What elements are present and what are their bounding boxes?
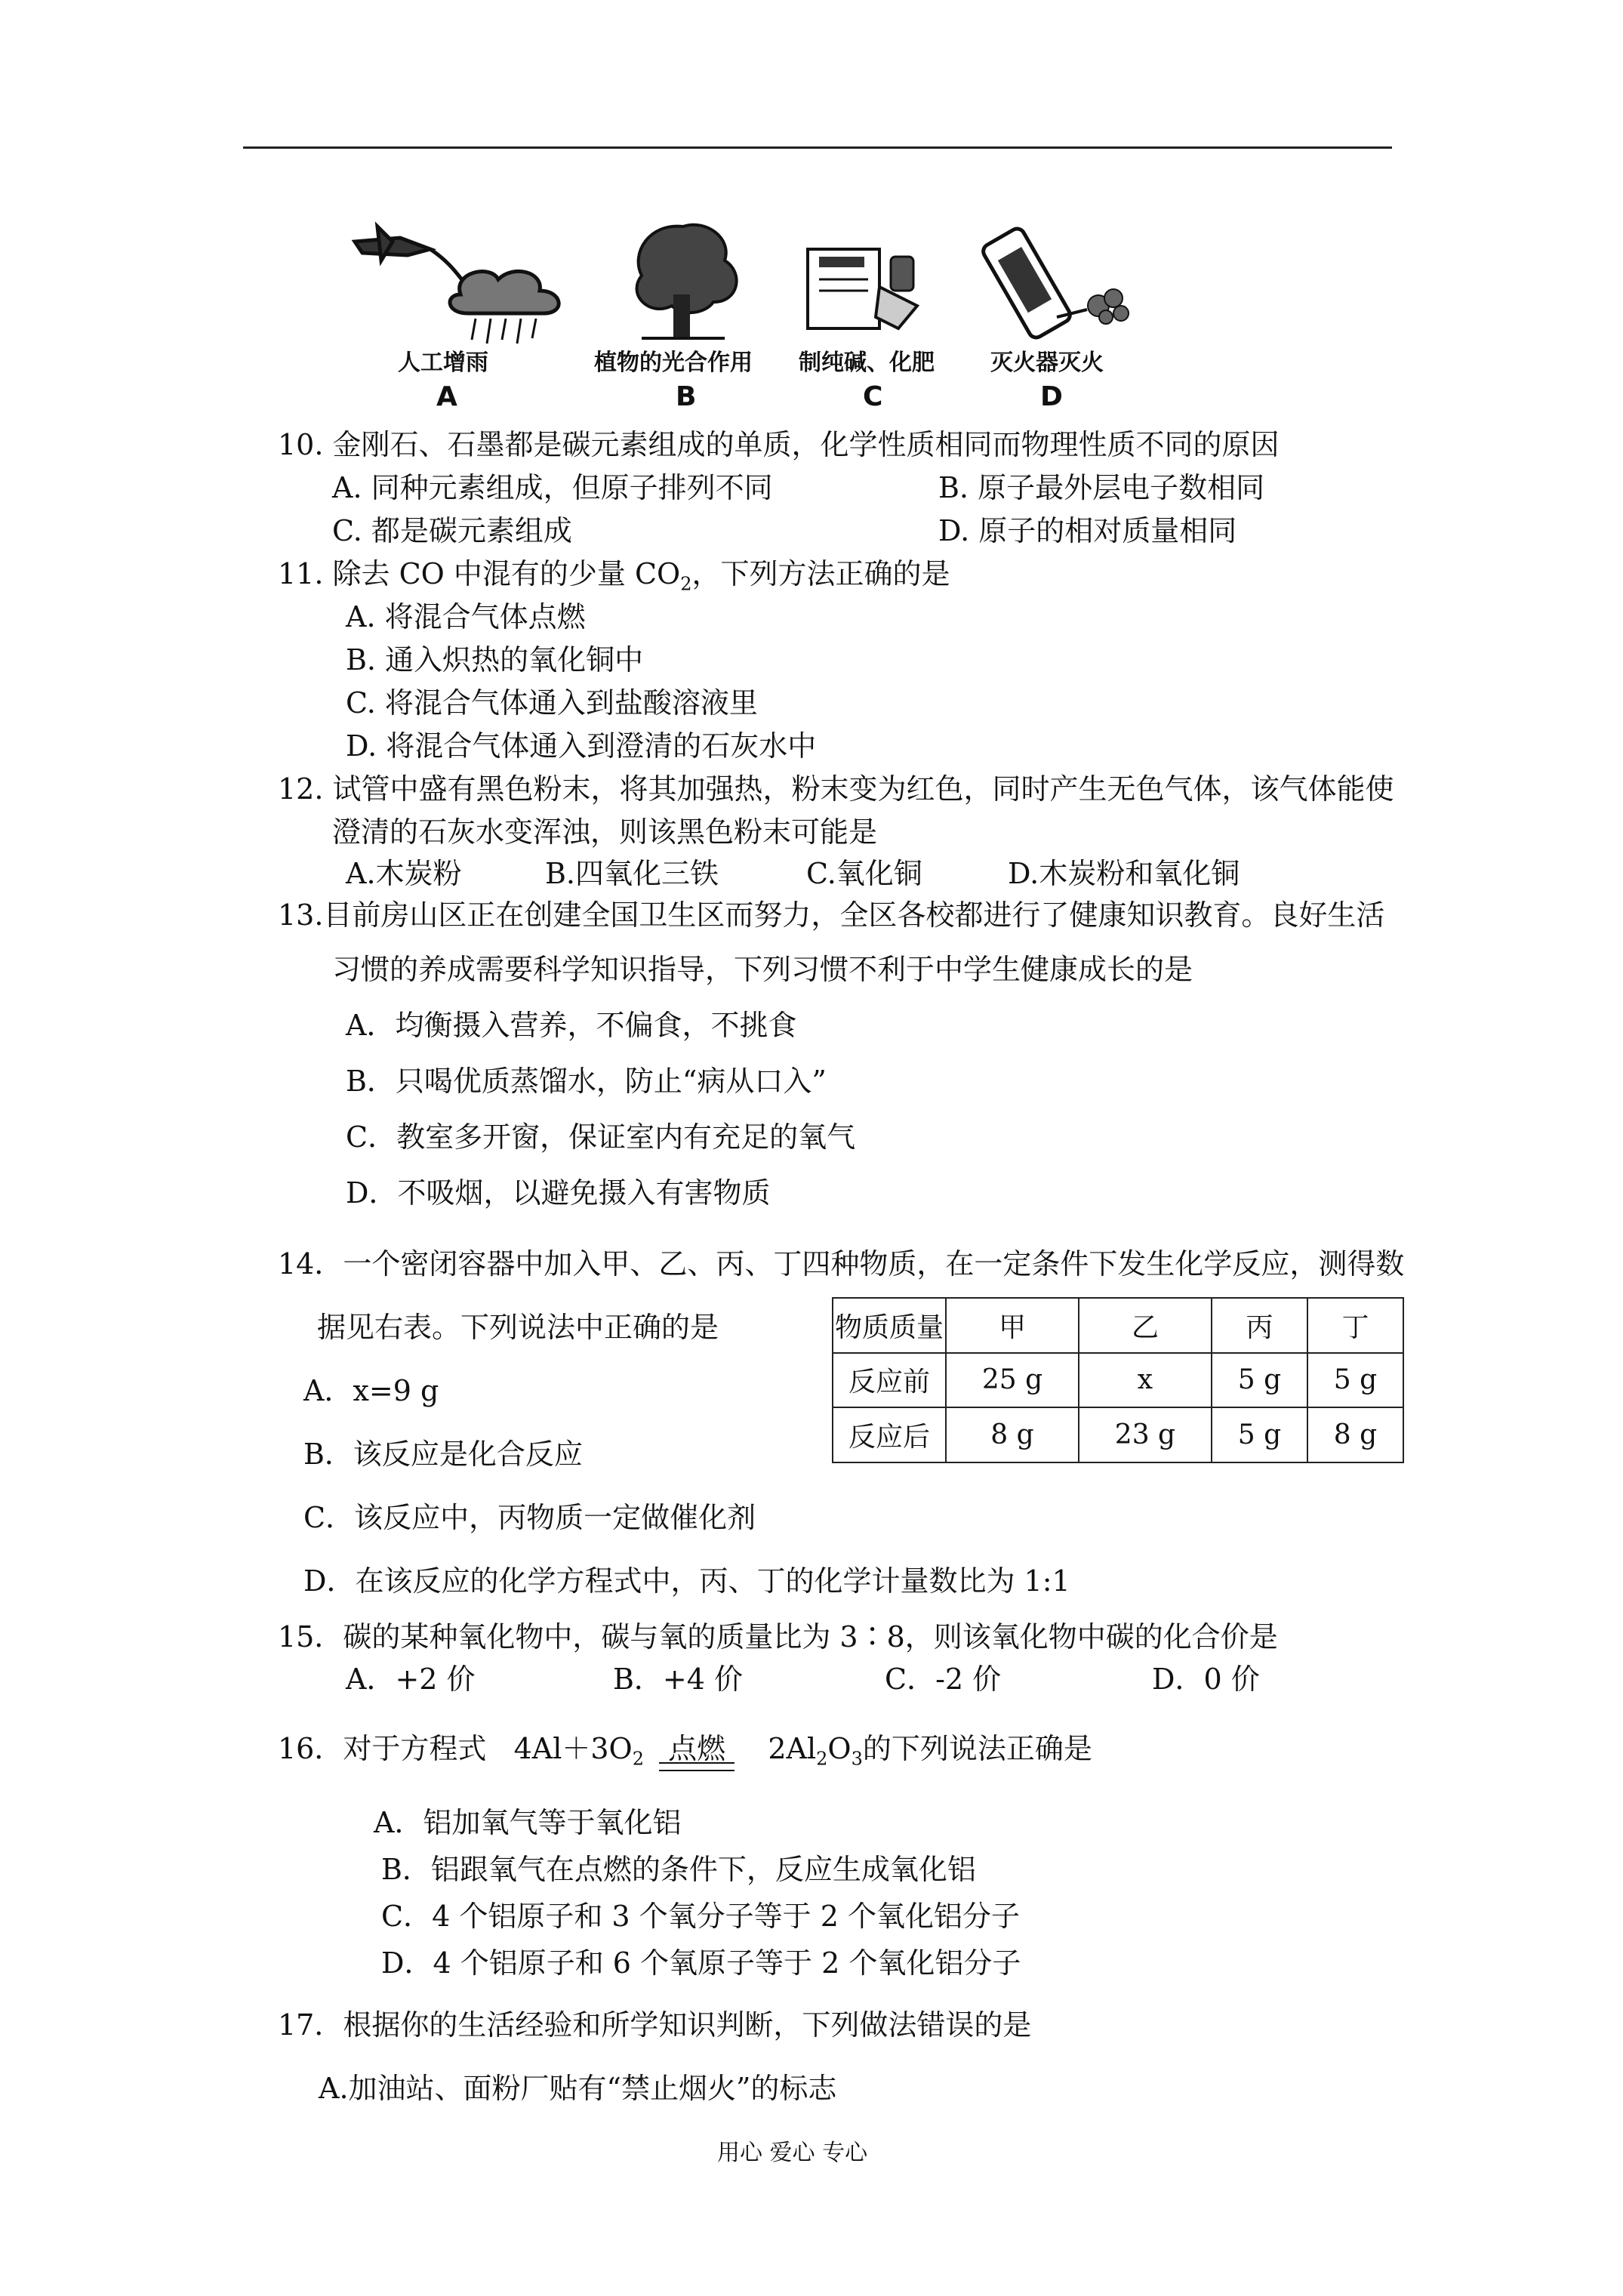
q11-option-b: B. 通入炽热的氧化铜中 (346, 643, 644, 676)
q13-option-a: A．均衡摄入营养，不偏食，不挑食 (346, 1009, 797, 1042)
q13-stem-line1: 13.目前房山区正在创建全国卫生区而努力，全区各校都进行了健康知识教育。良好生活 (278, 898, 1385, 932)
q13-stem-line2: 习惯的养成需要科学知识指导，下列习惯不利于中学生健康成长的是 (332, 953, 1193, 986)
table-header-cell: 甲 (946, 1298, 1079, 1353)
picture-letter-c: C (863, 381, 883, 412)
tree-icon (619, 211, 747, 340)
q17-option-a: A.加油站、面粉厂贴有“禁止烟火”的标志 (319, 2072, 837, 2105)
q17-stem: 17．根据你的生活经验和所学知识判断，下列做法错误的是 (278, 2008, 1032, 2042)
q11-option-d: D. 将混合气体通入到澄清的石灰水中 (346, 729, 817, 763)
table-cell: 5 g (1212, 1353, 1307, 1408)
table-cell: 5 g (1212, 1407, 1307, 1462)
q16-stem: 16．对于方程式 $4Al+3O_2$ 点燃 $2Al_2O_3$的下列说法正确是 (278, 1732, 1092, 1776)
table-header-cell: 物质质量 (833, 1298, 946, 1353)
table-cell: 25 g (946, 1353, 1079, 1408)
q16-option-c: C．4 个铝原子和 3 个氧分子等于 2 个氧化铝分子 (381, 1900, 1021, 1933)
picture-caption-c: 制纯碱、化肥 (799, 350, 935, 376)
table-header-cell: 丙 (1212, 1298, 1307, 1353)
q14-option-b: B．该反应是化合反应 (303, 1438, 583, 1471)
q16-option-d: D．4 个铝原子和 6 个氧原子等于 2 个氧化铝分子 (381, 1946, 1021, 1980)
table-header-cell: 丁 (1307, 1298, 1403, 1353)
table-row (833, 1407, 1403, 1462)
picture-letter-d: D (1040, 381, 1063, 412)
q12-stem-line1: 12. 试管中盛有黑色粉末，将其加强热，粉末变为红色，同时产生无色气体，该气体能使 (278, 772, 1394, 806)
page-footer: 用心 爱心 专心 (717, 2140, 868, 2166)
q13-option-b: B．只喝优质蒸馏水，防止“病从口入” (346, 1065, 827, 1098)
table-cell: 8 g (1307, 1407, 1403, 1462)
q15-option-d: D．0 价 (1152, 1663, 1260, 1696)
q12-option-a: A.木炭粉 (346, 857, 462, 890)
q15-option-b: B．+4 价 (613, 1663, 744, 1696)
q10-option-d: D. 原子的相对质量相同 (938, 514, 1237, 547)
q14-stem-line1: 14．一个密闭容器中加入甲、乙、丙、丁四种物质，在一定条件下发生化学反应，测得数 (278, 1247, 1405, 1281)
airplane-cloud-rain-icon (347, 219, 589, 347)
header-rule (243, 146, 1392, 149)
q14-stem-line2: 据见右表。下列说法中正确的是 (317, 1311, 719, 1344)
q14-data-table (832, 1297, 1404, 1463)
table-cell: 5 g (1307, 1353, 1403, 1408)
picture-letter-a: A (436, 381, 457, 412)
fertilizer-bag-icon (804, 234, 925, 332)
q14-option-a: A．x=9 g (303, 1374, 439, 1407)
q12-option-b: B.四氧化三铁 (545, 857, 719, 890)
table-cell: x (1079, 1353, 1212, 1408)
q12-option-c: C.氧化铜 (806, 857, 922, 890)
q15-option-c: C．-2 价 (885, 1663, 1002, 1696)
q12-stem-line2: 澄清的石灰水变浑浊，则该黑色粉末可能是 (332, 815, 878, 849)
q10-option-b: B. 原子最外层电子数相同 (938, 471, 1265, 504)
q10-stem: 10. 金刚石、石墨都是碳元素组成的单质，化学性质相同而物理性质不同的原因 (278, 428, 1280, 461)
q14-option-d: D．在该反应的化学方程式中，丙、丁的化学计量数比为 1:1 (303, 1564, 1070, 1598)
q10-option-c: C. 都是碳元素组成 (332, 514, 572, 547)
picture-letter-b: B (676, 381, 697, 412)
q13-option-d: D．不吸烟，以避免摄入有害物质 (346, 1176, 771, 1210)
picture-caption-d: 灭火器灭火 (990, 350, 1104, 376)
table-header-cell: 乙 (1079, 1298, 1212, 1353)
q10-option-a: A. 同种元素组成，但原子排列不同 (332, 471, 773, 504)
table-cell: 23 g (1079, 1407, 1212, 1462)
q15-stem: 15．碳的某种氧化物中，碳与氧的质量比为 3∶8，则该氧化物中碳的化合价是 (278, 1620, 1278, 1653)
q16-option-b: B．铝跟氧气在点燃的条件下，反应生成氧化铝 (381, 1853, 976, 1886)
q11-option-a: A. 将混合气体点燃 (346, 600, 586, 633)
q16-option-a: A．铝加氧气等于氧化铝 (374, 1806, 682, 1839)
picture-caption-b: 植物的光合作用 (594, 350, 753, 376)
q11-option-c: C. 将混合气体通入到盐酸溶液里 (346, 686, 758, 720)
q12-option-d: D.木炭粉和氧化铜 (1008, 857, 1240, 890)
q15-option-a: A．+2 价 (346, 1663, 476, 1696)
fire-extinguisher-icon (974, 227, 1140, 340)
table-cell: 反应后 (833, 1407, 946, 1462)
q13-option-c: C．教室多开窗，保证室内有充足的氧气 (346, 1120, 856, 1154)
picture-caption-a: 人工增雨 (398, 350, 488, 376)
table-row (833, 1353, 1403, 1408)
reaction-condition: 点燃 (659, 1732, 735, 1765)
table-cell: 8 g (946, 1407, 1079, 1462)
q11-stem: 11. 除去 CO 中混有的少量 $CO_2$，下列方法正确的是 (278, 557, 950, 595)
table-cell: 反应前 (833, 1353, 946, 1408)
q14-option-c: C．该反应中，丙物质一定做催化剂 (303, 1501, 756, 1534)
table-header-row (833, 1298, 1403, 1353)
